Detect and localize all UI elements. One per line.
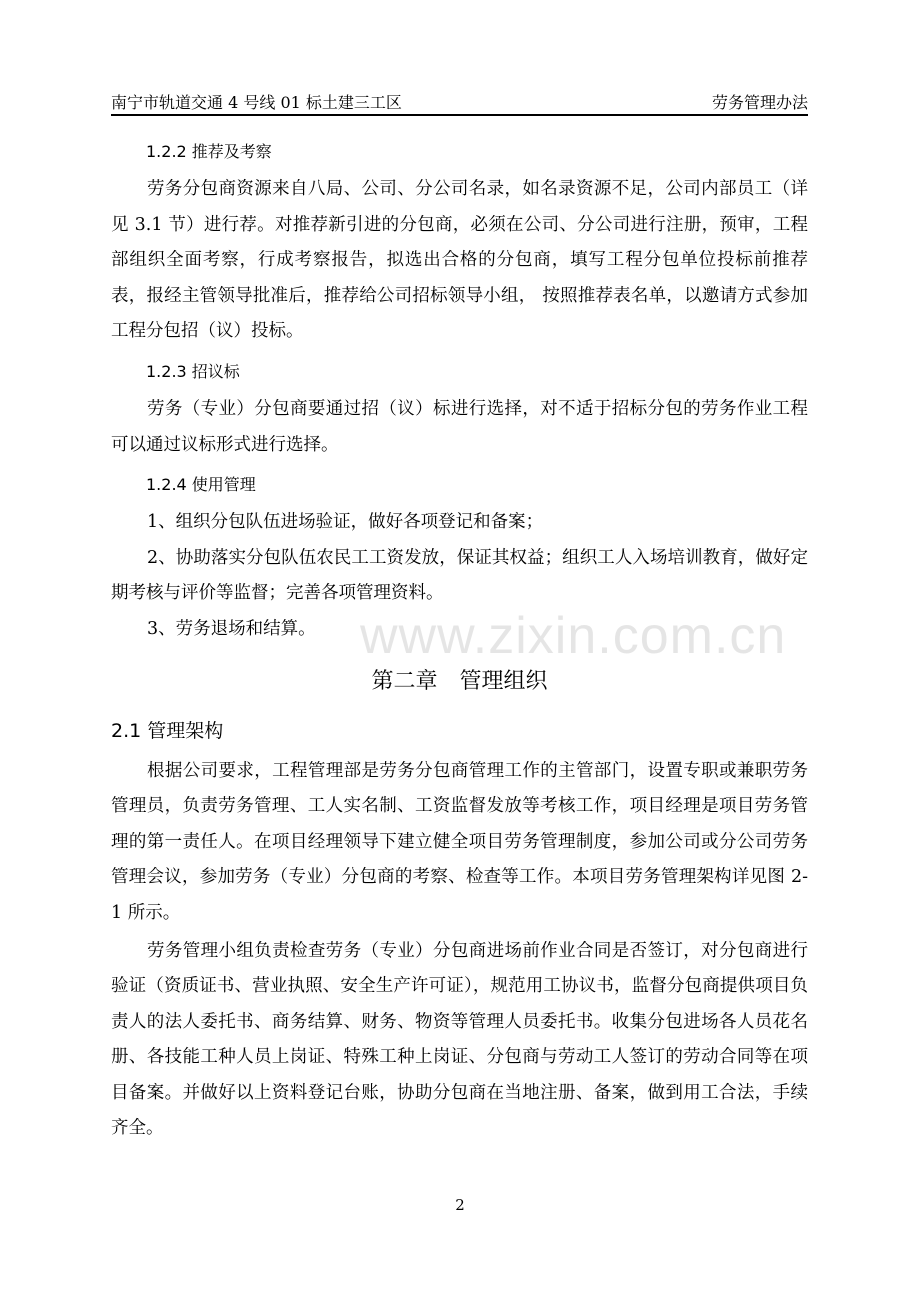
header-rule [111,114,808,116]
header-doc-title: 劳务管理办法 [711,93,808,112]
paragraph-team-duties: 劳务管理小组负责检查劳务（专业）分包商进场前作业合同是否签订，对分包商进行验证（资质证书、营业执照、安全生产许可证），规范用工协议书，监督分包商提供项目负责人的法人委托书、商务结算、财务、物资等管理人员委托书。收集分包进场各人员花名册、各技能工种人员上岗证、特殊工种上岗证、分包商与劳动工人签订的劳动合同等在项目备案。并做好以上资料登记台账，协助分包商在当地注册、备案，做到用工合法，手续齐全。 [111,940,808,1139]
page-number: 2 [455,1196,465,1214]
paragraph-structure: 根据公司要求，工程管理部是劳务分包商管理工作的主管部门，设置专职或兼职劳务管理员，负责劳务管理、工人实名制、工资监督发放等考核工作，项目经理是项目劳务管理的第一责任人。在项目经理领导下建立健全项目劳务管理制度，参加公司或分公司劳务管理会议，参加劳务（专业）分包商的考察、检查等工作。本项目劳务管理架构详见图 2-1 所示。 [111,760,808,923]
heading-1-2-4: 1.2.4 使用管理 [146,475,256,495]
header-project-title: 南宁市轨道交通 4 号线 01 标土建三工区 [111,93,402,112]
paragraph-bidding: 劳务（专业）分包商要通过招（议）标进行选择，对不适于招标分包的劳务作业工程可以通过议标形式进行选择。 [111,398,808,455]
list-item: 1、组织分包队伍进场验证，做好各项登记和备案； [147,512,544,533]
heading-1-2-2: 1.2.2 推荐及考察 [146,142,272,161]
chapter-title: 第二章 管理组织 [371,668,548,694]
heading-2-1: 2.1 管理架构 [111,719,224,742]
list-item: 2、协助落实分包队伍农民工工资发放，保证其权益；组织工人入场培训教育，做好定期考核与评价等监督；完善各项管理资料。 [111,547,808,604]
document-body [111,132,808,1147]
paragraph-recommend: 劳务分包商资源来自八局、公司、分公司名录，如名录资源不足，公司内部员工（详见 3.1 节）进行荐。对推荐新引进的分包商，必须在公司、分公司进行注册，预审，工程部组织全面考察，行成考察报告，拟选出合格的分包商，填写工程分包单位投标前推荐表，报经主管领导批准后，推荐给公司招标领导小组， 按照推荐表名单，以邀请方式参加工程分包招（议）投标。 [111,179,808,342]
heading-1-2-3: 1.2.3 招议标 [146,361,240,381]
page-header [111,86,808,116]
watermark: www.zixin.com.cn [360,607,787,665]
list-item: 3、劳务退场和结算。 [147,618,316,639]
